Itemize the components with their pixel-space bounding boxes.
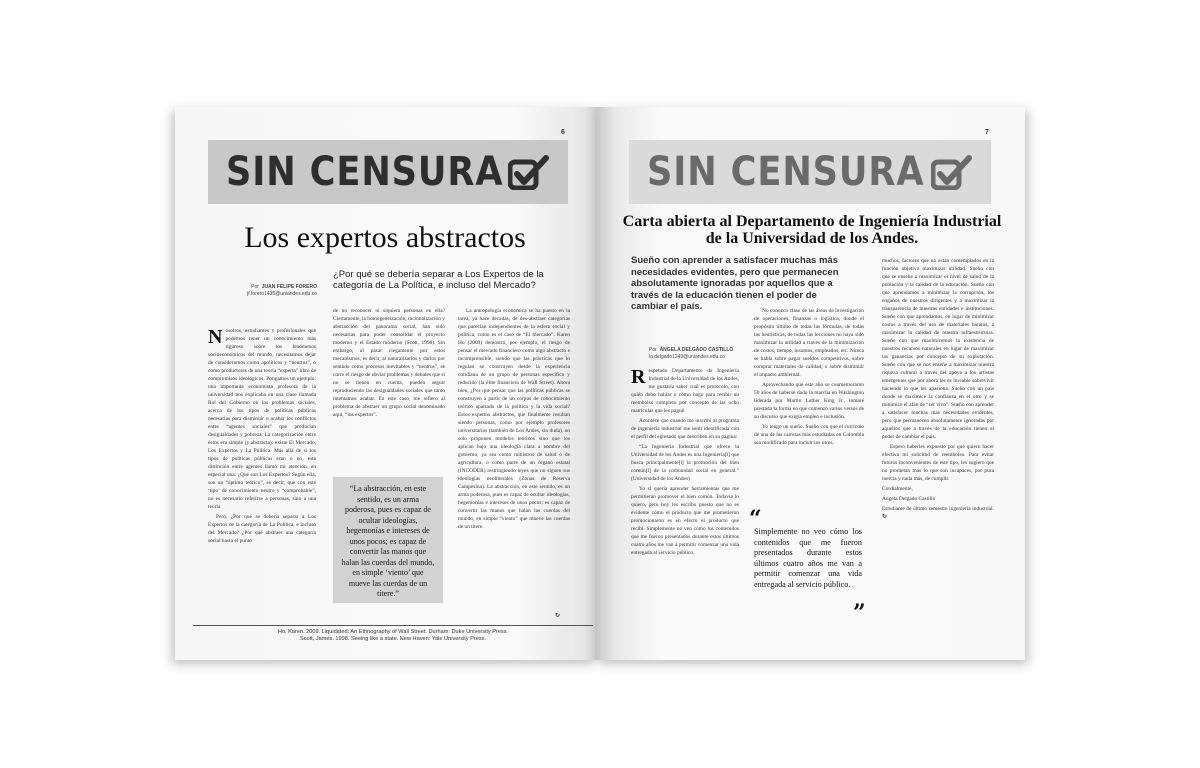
paragraph: osotros, estudiantes y profesionales que podemos tener un conocimiento más riguroso sobre los fenómenos socioeconómicos del mundo, necesitamos dejar de considerarnos como apolíticos y “neutros”, o como productores de una teoría “experta” libre de compromisos ideológicos. Pongamos un ejemplo: una importante economista profesora de la universidad nos explicaba en una clase llamada Rol del Gobierno en los problemas sociales, acerca de los tipos de políticas públicas necesarias para disminuir o acabar los conflictos entre “agentes sociales” que producían desigualdades y pobreza. La categorización entre éstos era simple (y abstracta): existe El Mercado, Los Expertos y La Política. Más allá de si los tipos de políticas públicas eran o no, esta distinción entre agentes llamó mi atención, en especial una: ¿Qué son Los Expertos? Según ella, son un “óptimo teórico”, es decir, que con este ‘tipo’ de conocimiento neutro y “comprobable”, no es necesario referirse a personas, sino a una teoría. [208,328,316,510]
byline-prefix: Por [649,347,657,353]
paragraph: espetado Departamento de Ingeniería Industrial de la Universidad de los Andes, me gustaría saber cuál es protocolo, con quién debo hablar o cómo hago para recibir un reembolso completo por concepto de las ocho matrículas que les pagué. [631,368,739,414]
left-page [175,107,597,660]
references [193,625,593,643]
check-square-icon [508,154,550,190]
end-of-article-icon: ↻ [882,513,888,520]
author-email: jf.forero1435@uniandes.edu.co [247,291,317,297]
text-column-3 [882,257,994,637]
closing: Cordialmente, [882,486,913,492]
text-column-3 [458,307,570,619]
author-name: ÁNGELA DELGADO CASTILLO [659,347,734,353]
page-number: 6 [561,129,565,136]
paragraph: de no reconocer ni siquiera personas en ella? Ciertamente, la homogeneización, racionalización y abstracción del panorama social, han sido necesarias para poder consolidar el proyecto moderno y el Estado moderno (Scott, 1998). Sin embargo, al pasar ciegamente por estos mecanismos, es decir, al naturalizarlos y darlos por sentado como procesos inevitables y “neutros”, se corre el riesgo de obviar problemas y debates que si no se tienen en cuenta, pueden seguir reproduciendo las desigualdades sociales que tanto intentamos acabar. En este caso, me refiero al problema de abstraer un grupo social denominado aquí, “los expertos”. [333,308,445,418]
byline-prefix: Por [251,284,259,290]
article-lead: ¿Por qué se debería separar a Los Expertos de la categoría de La Política, e incluso del Mercado? [333,269,544,291]
reference-item: Ho, Karen. 2009. Liquidated: An Ethnography of Wall Street. Durham: Duke University Press. [277,629,509,635]
byline [227,284,317,298]
paragraph: Pero, ¿Por qué se debería separar a Los Expertos de la categoría de La Política, e incluso del Mercado? ¿Por qué abstraer una categoría social hasta el punto [208,514,316,544]
author-email: la.delgado1249@uniandes.edu.co [649,354,725,360]
paragraph: Yo tengo un sueño. Sueño con que el currículo de una de las carreras más estudiadas en Colombia sea modificado para incluir los otros, [754,424,864,446]
section-banner [629,140,991,204]
open-quote-icon: “ [749,506,762,532]
section-banner-label: SIN CENSURA [647,149,925,195]
signature-title: Estudiante de último semestre ingeniería industrial. [882,506,994,512]
drop-cap: R [631,367,646,388]
paragraph: “La Ingeniería Industrial que ofrece la Universidad de los Andes es una Ingeniería[l] que busca principalmente[l] la promoción del bien común[l] de la comunidad social en general.” (Universidad de los Andes) [631,444,739,482]
section-banner [208,140,568,204]
text-column-1 [208,327,316,619]
text-column-1 [631,367,739,629]
close-quote-icon: ” [853,600,866,626]
right-page [597,107,1025,660]
magazine-spread [175,107,1025,660]
pull-quote: “La abstracción, en este sentido, es un arma poderosa, pues es capaz de ocultar ideologías, hegemonías e intereses de unos pocos; es capaz de convertir las manos que halan las cuerdas del mundo, en simple ‘viento’ que mueve las cuerdas de un títere.” [333,477,443,603]
paragraph: Aprovechando que este año se conmemoraron 50 años de haberse dado la marcha en Washington liderada por Martin Luther King Jr., tomaré prestada la forma en que comenzó varios versos de su discurso que exigía empleo e inclusión. [754,382,864,420]
paragraph: No conozco clase de las áreas de investigación de operaciones, finanzas o logística, donde el propósito último de todas las fórmulas, de todas las heurísticas, de todas las lecciones no haya sido maximizar la utilidad a través de la minimización de costos, tiempo, insumos, empleados, etc. Nunca se habla sobre pagar sueldos competitivos, sobre comprar materiales de calidad, o sobre disminuir el impacto ambiental. [754,308,864,378]
article-lead: Sueño con aprender a satisfacer muchas más necesidades evidentes, pero que permanecen absolutamente ignoradas por aquellos que a través de la educación tienen el poder de cambiar el país. [631,255,839,312]
end-of-article-icon: ↻ [555,612,561,619]
author-name: JUAN FELIPE FORERO [261,284,317,290]
text-column-2 [333,307,445,467]
paragraph: Acontece que cuando me inscribí al programa de ingeniería industrial me sentí identificada con el perfil del egresado que describen en su página: [631,418,739,440]
pull-quote: Simplemente no veo cómo los contenidos que me fueron presentados durante estos últimos cuatro años me van a permitir comenzar una vida entregada al servicio público. [754,527,862,589]
paragraph: Yo sí quería aprender herramientas que me permitieran promover el bien común. Todavía lo quiero, pero hoy les escribo puesto que no es evidente cómo el producto que me prometieron promocionaron es en efecto el producto que recibí. Simplemente no veo cómo los contenidos que me fueron presentados durante estos últimos cuatro años me van a permitir comenzar una vida entregada al servicio público. [631,486,739,556]
byline [649,347,769,361]
section-banner-label: SIN CENSURA [226,149,504,195]
paragraph: La antropología económica se ha puesto en la tarea, ya hace décadas, de des-abstraer categorías que parecían independientes de la esfera social y política, como es el caso de “El mercado”. Karen Ho (2009) demostró, por ejemplo, el riesgo de pensar el mercado financiero como algo abstracto e incomprensible, siendo que las prácticas que lo regulan se construyen desde la experiencia cotidiana de un grupo de personas específico y reducido (la élite financiera de Wall Street). Ahora bien, ¿Por qué pensar que las políticas públicas se construyen a partir de un corpus de conocimiento teórico apartado de la política y la vida social? Estos expertos abstractos, que finalmente resultan siendo personas, como por ejemplo profesores universitarios (también de Los Andes, sin duda), no solo proponen modelos teóricos sino que los aplican bajo una ideología clara a nombre del gobierno, ya sea como ministros de salud o de agricultura, o como parte de un órgano estatal (INCODER) restringiendo leyes que no siguen sus ideologías neoliberales (Zonas de Reserva Campesina). La abstracción, en este sentido, es un arma poderosa, pues es capaz de ocultar ideologías, hegemonías e intereses de unos pocos; es capaz de convertir las manos que halan las cuerdas del mundo, en simple “viento” que mueve las cuerdas de un títere. [458,308,570,530]
article-title: Carta abierta al Departamento de Ingeniería Industrial de la Universidad de los Andes. [622,213,1002,247]
signature-name: Ángela Delgado Castillo [882,496,936,502]
article-title: Los expertos abstractos [244,221,526,254]
check-square-icon [931,154,973,190]
reference-item: Scott, James. 1998. Seeing like a state. New Haven: Yale University Press. [299,636,487,642]
page-number: 7 [985,129,989,136]
paragraph: muchos, factores que no están contemplados en la función objetivo maximizar utilidad. Sueño con que se enseñe a maximizar el nivel de salud de la población y la calidad de la educación. Sueño con que aprendamos a minimizar la corrupción, los engaños de nuestros dirigentes y a maximizar la transparencia de nuestras entidades e instituciones. Sueño con que aprendamos, en lugar de minimizar costos a través del uso de materiales baratos, a maximizar la calidad de nuestra infraestructura. Sueño con que maximicemos la existencia de nuestros recursos naturales en lugar de maximizar las ganancias por concepto de su explotación. Sueño con que se nos enseñe a maximizar nuestra riqueza cultural a través del apoyo a los artistas emergentes que por ahora les es inviable sobrevivir haciendo lo que les apasiona. Sueño con un país donde se maximice la confianza en el otro y se minimice el afán de “ser vivo”. Sueño con aprender a satisfacer muchas más necesidades evidentes, pero que permanecen absolutamente ignoradas por aquellos que a través de la educación tienen el poder de cambiar el país. [882,258,994,440]
paragraph: Espero haberles expuesto por qué quiero hacer efectiva mi solicitud de reembolso. Para evitar futuros inconvenientes de este tipo, les sugiero que no prometan más lo que son incapaces, por pura inercia y nada más, de cumplir. [882,444,994,482]
text-column-2 [754,307,864,503]
drop-cap: N [208,327,223,348]
